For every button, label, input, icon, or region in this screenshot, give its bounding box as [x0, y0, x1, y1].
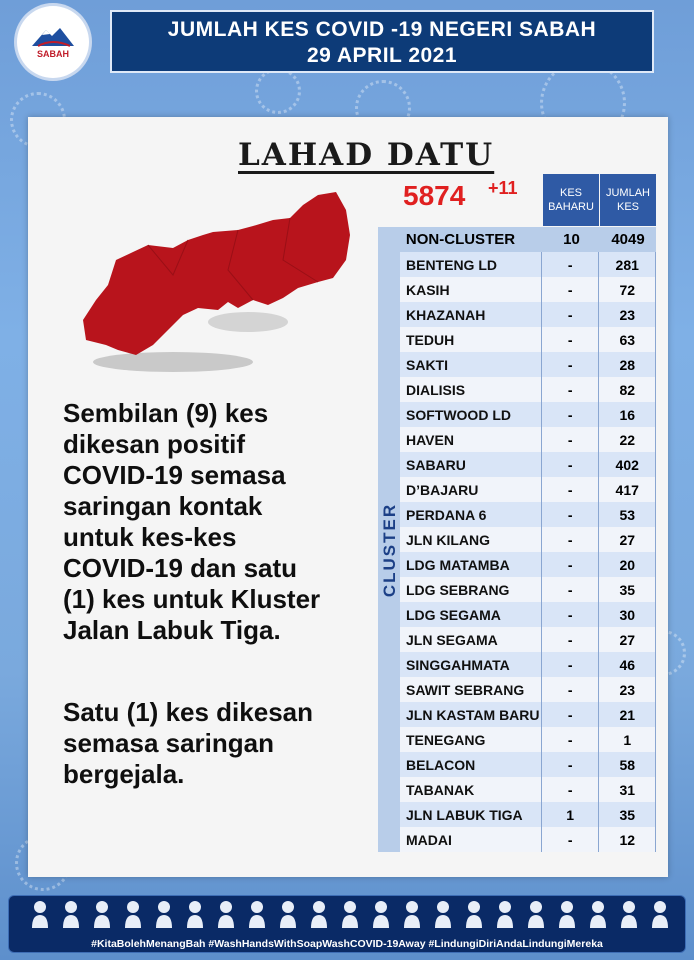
row-name: D’BAJARU	[400, 477, 542, 502]
person-icon	[620, 900, 638, 928]
person-icon	[31, 900, 49, 928]
person-icon	[217, 900, 235, 928]
description-paragraph-1	[63, 398, 320, 646]
description-line: (1) kes untuk Kluster	[63, 584, 321, 614]
row-new: -	[542, 377, 600, 402]
row-total: 21	[599, 702, 656, 727]
row-name: JLN KILANG	[400, 527, 542, 552]
row-name: SOFTWOOD LD	[400, 402, 542, 427]
row-total: 63	[599, 327, 656, 352]
person-icon	[93, 900, 111, 928]
row-name: TABANAK	[400, 777, 542, 802]
table-row	[400, 452, 656, 477]
row-total: 35	[599, 577, 656, 602]
description-line: dikesan positif	[63, 429, 246, 459]
district-map	[78, 190, 358, 380]
district-new-cases: +11	[488, 178, 518, 198]
person-icon	[279, 900, 297, 928]
row-name: TENEGANG	[400, 727, 542, 752]
row-name: LDG SEBRANG	[400, 577, 542, 602]
row-new: -	[542, 752, 600, 777]
person-icon	[403, 900, 421, 928]
row-name: SABARU	[400, 452, 542, 477]
row-new: -	[542, 677, 600, 702]
description-line: saringan kontak	[63, 491, 263, 521]
table-row	[400, 252, 656, 277]
table-row	[400, 827, 656, 852]
row-total: 23	[599, 677, 656, 702]
description-line: untuk kes-kes	[63, 522, 237, 552]
map-region	[83, 192, 350, 355]
row-name: LDG MATAMBA	[400, 552, 542, 577]
person-icon	[248, 900, 266, 928]
row-name: LDG SEGAMA	[400, 602, 542, 627]
table-row	[400, 402, 656, 427]
page-date: 29 APRIL 2021	[306, 44, 458, 67]
person-icon	[589, 900, 607, 928]
district-total: 5874	[403, 180, 466, 211]
row-new: -	[542, 702, 600, 727]
person-icon	[496, 900, 514, 928]
description-paragraph-2	[63, 697, 313, 790]
table-row	[400, 527, 656, 552]
description-line: Satu (1) kes dikesan	[63, 697, 313, 727]
non-cluster-row	[378, 227, 656, 252]
row-new: -	[542, 577, 600, 602]
row-total: 23	[599, 302, 656, 327]
column-header-total: JUMLAH KES	[600, 174, 656, 226]
row-total: 22	[599, 427, 656, 452]
row-new: 10	[563, 231, 580, 248]
description-line: Jalan Labuk Tiga.	[63, 615, 281, 645]
row-name: JLN SEGAMA	[400, 627, 542, 652]
person-icon	[651, 900, 669, 928]
row-total: 31	[599, 777, 656, 802]
person-icon	[372, 900, 390, 928]
description-line: Sembilan (9) kes	[63, 398, 269, 428]
row-new: -	[542, 552, 600, 577]
row-total: 281	[599, 252, 656, 277]
row-name: SAKTI	[400, 352, 542, 377]
table-row	[400, 577, 656, 602]
table-row	[400, 327, 656, 352]
row-name: NON-CLUSTER	[405, 231, 516, 248]
row-new: -	[542, 527, 600, 552]
row-new: -	[542, 477, 600, 502]
row-total: 402	[599, 452, 656, 477]
table-row	[400, 702, 656, 727]
row-total: 58	[599, 752, 656, 777]
row-total: 27	[599, 627, 656, 652]
table-row	[400, 427, 656, 452]
row-new: 1	[542, 802, 600, 827]
map-shadow	[93, 352, 253, 372]
table-row	[400, 627, 656, 652]
row-name: TEDUH	[400, 327, 542, 352]
row-new: -	[542, 302, 600, 327]
description-line: COVID-19 semasa	[63, 460, 286, 490]
person-icon	[527, 900, 545, 928]
row-name: HAVEN	[400, 427, 542, 452]
row-name: KHAZANAH	[400, 302, 542, 327]
table-row	[400, 277, 656, 302]
row-new: -	[542, 452, 600, 477]
person-icon	[124, 900, 142, 928]
page-title: JUMLAH KES COVID -19 NEGERI SABAH	[167, 18, 597, 41]
map-shadow	[208, 312, 288, 332]
table-row	[400, 352, 656, 377]
row-new: -	[542, 627, 600, 652]
person-icon	[558, 900, 576, 928]
row-total: 72	[599, 277, 656, 302]
footer-hashtags: #KitaBolehMenangBah #WashHandsWithSoapWashCOVID-19Away #LindungiDiriAndaLindungiMereka	[91, 938, 603, 950]
row-name: KASIH	[400, 277, 542, 302]
row-new: -	[542, 277, 600, 302]
row-new: -	[542, 827, 600, 852]
person-icon	[341, 900, 359, 928]
row-total: 53	[599, 502, 656, 527]
sabah-logo	[17, 6, 89, 78]
row-name: MADAI	[400, 827, 542, 852]
person-icon	[186, 900, 204, 928]
row-new: -	[542, 427, 600, 452]
row-new: -	[542, 252, 600, 277]
row-new: -	[542, 352, 600, 377]
row-new: -	[542, 327, 600, 352]
description-line: bergejala.	[63, 759, 185, 789]
row-name: JLN KASTAM BARU	[400, 702, 542, 727]
description-line: semasa saringan	[63, 728, 275, 758]
row-new: -	[542, 602, 600, 627]
table-row	[400, 752, 656, 777]
row-name: PERDANA 6	[400, 502, 542, 527]
person-icon	[155, 900, 173, 928]
cluster-label: CLUSTER	[380, 502, 399, 598]
row-total: 46	[599, 652, 656, 677]
row-new: -	[542, 652, 600, 677]
mountain-icon	[30, 26, 76, 48]
row-new: -	[542, 777, 600, 802]
table-row	[400, 677, 656, 702]
table-row	[400, 302, 656, 327]
table-row	[400, 502, 656, 527]
table-row	[400, 652, 656, 677]
row-name: SINGGAHMATA	[400, 652, 542, 677]
title-banner	[110, 10, 654, 73]
row-name: DIALISIS	[400, 377, 542, 402]
footer-banner	[8, 895, 686, 953]
table-row	[400, 777, 656, 802]
row-total: 27	[599, 527, 656, 552]
table-row	[400, 802, 656, 827]
row-total: 12	[599, 827, 656, 852]
row-total: 82	[599, 377, 656, 402]
description-line: COVID-19 dan satu	[63, 553, 298, 583]
district-name: LAHAD DATU	[238, 137, 495, 173]
row-total: 417	[599, 477, 656, 502]
table-row	[400, 377, 656, 402]
logo-text: SABAH	[36, 48, 69, 59]
row-total: 35	[599, 802, 656, 827]
row-total: 30	[599, 602, 656, 627]
person-icon	[62, 900, 80, 928]
row-total: 1	[599, 727, 656, 752]
table-row	[400, 727, 656, 752]
row-name: BELACON	[400, 752, 542, 777]
person-icon	[434, 900, 452, 928]
table-row	[400, 552, 656, 577]
row-total: 28	[599, 352, 656, 377]
row-new: -	[542, 727, 600, 752]
column-header-new: KES BAHARU	[543, 174, 599, 226]
row-name: JLN LABUK TIGA	[400, 802, 542, 827]
row-name: BENTENG LD	[400, 252, 542, 277]
row-new: -	[542, 402, 600, 427]
row-total: 16	[599, 402, 656, 427]
person-icon	[310, 900, 328, 928]
virus-decoration	[255, 68, 301, 114]
table-row	[400, 477, 656, 502]
row-total: 4049	[611, 231, 645, 248]
row-new: -	[542, 502, 600, 527]
person-icon	[465, 900, 483, 928]
row-name: SAWIT SEBRANG	[400, 677, 542, 702]
table-row	[400, 602, 656, 627]
row-total: 20	[599, 552, 656, 577]
